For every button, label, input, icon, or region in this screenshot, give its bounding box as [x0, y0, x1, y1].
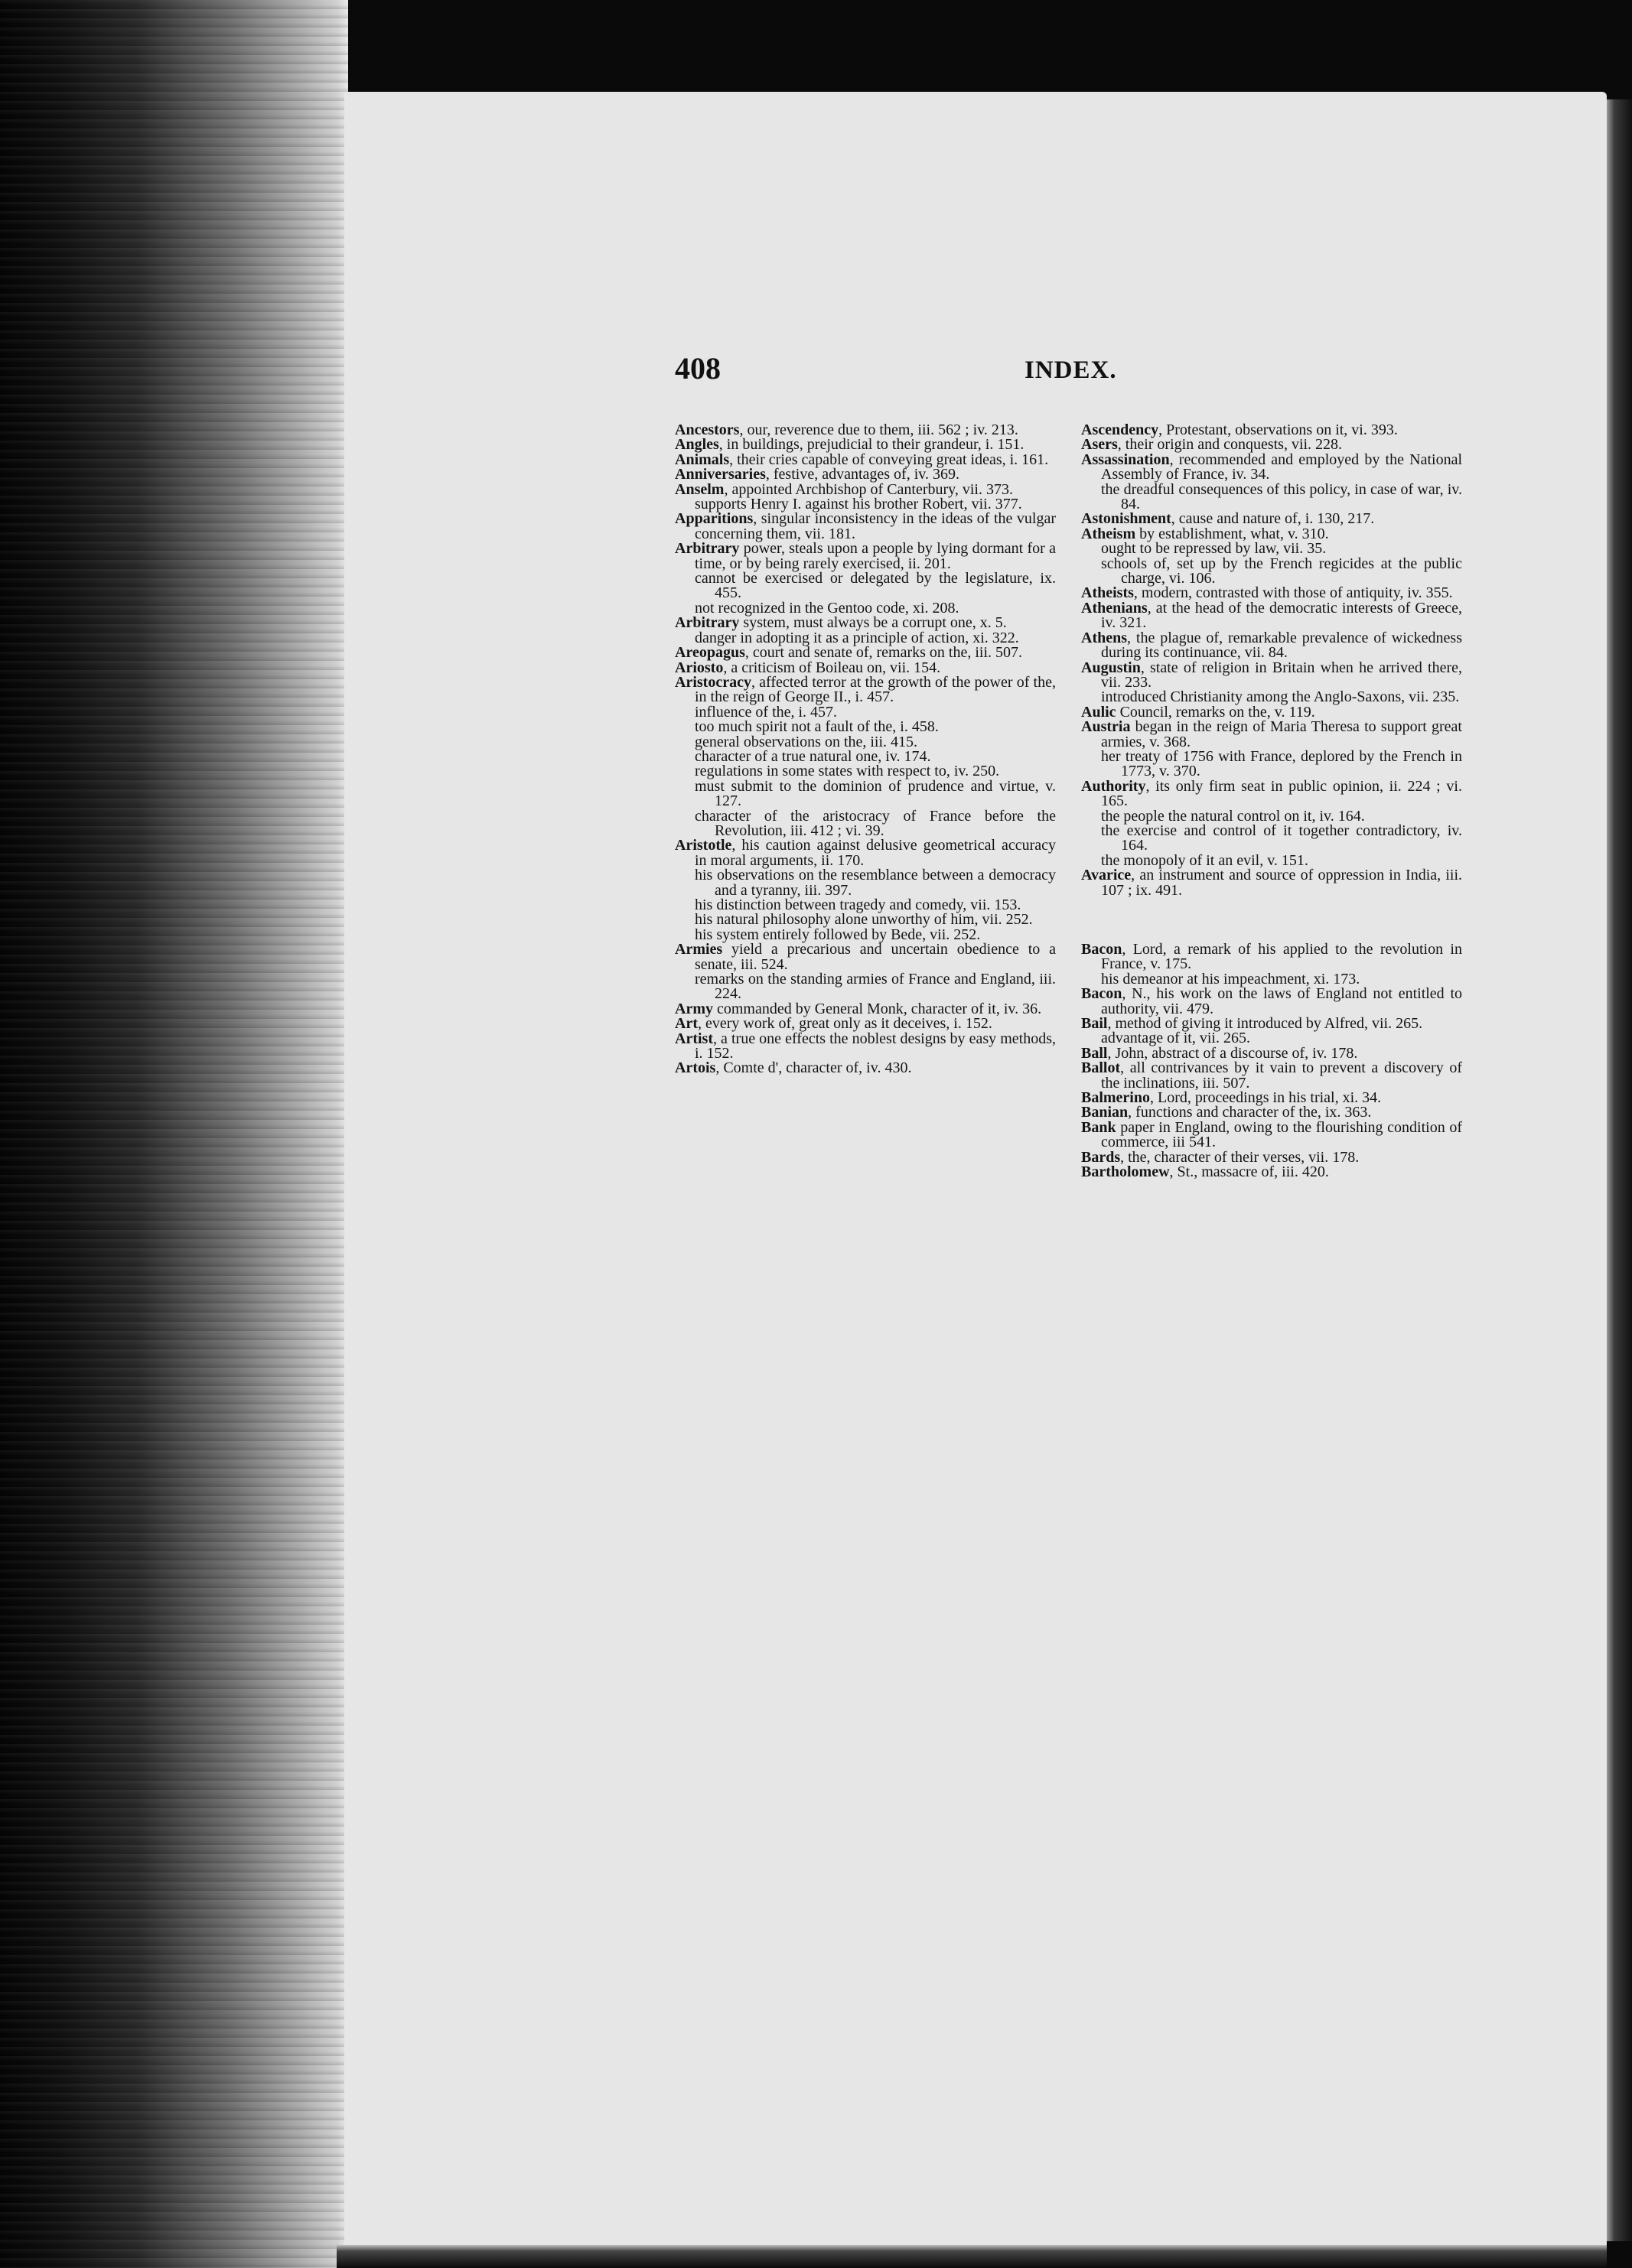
index-entry-text: Council, remarks on the, v. 119.	[1116, 703, 1315, 721]
index-headword: Aulic	[1081, 703, 1116, 721]
index-headword: Animals	[675, 451, 730, 468]
index-entry-text: danger in adopting it as a principle of action, xi. 322.	[695, 629, 1019, 646]
index-entry-text: the monopoly of it an evil, v. 151.	[1101, 851, 1308, 869]
index-entry	[1081, 453, 1462, 483]
index-entry-text: advantage of it, vii. 265.	[1101, 1030, 1250, 1047]
index-entry-text: his demeanor at his impeachment, xi. 173.	[1101, 970, 1360, 988]
index-entry-text: , the plague of, remarkable prevalence of wickedness during its continuance, vii. 84.	[1101, 629, 1462, 662]
index-entry-text: character of the aristocracy of France before the Revolution, iii. 412 ; vi. 39.	[695, 807, 1056, 839]
index-entry	[1081, 661, 1462, 691]
index-entry	[1081, 1165, 1462, 1180]
index-column-right	[1081, 423, 1462, 1180]
index-subentry	[1081, 747, 1462, 780]
index-entry-text: , a true one effects the noblest designs by easy methods, i. 152.	[695, 1030, 1056, 1062]
index-headword: Bartholomew	[1081, 1163, 1170, 1181]
index-entry-text: , their cries capable of conveying great ideas, i. 161.	[729, 451, 1049, 468]
index-entry	[675, 838, 1056, 868]
index-entry-text: , an instrument and source of oppression in India, iii. 107 ; ix. 491.	[1101, 867, 1462, 899]
index-headword: Ball	[1081, 1044, 1108, 1062]
index-entry-text: regulations in some states with respect to, iv. 250.	[695, 763, 1000, 780]
index-entry-text: must submit to the dominion of prudence and virtue, v. 127.	[695, 777, 1056, 810]
index-headword: Authority	[1081, 777, 1146, 795]
index-entry-text: the exercise and control of it together contradictory, iv. 164.	[1101, 822, 1462, 854]
index-subentry	[1081, 824, 1462, 854]
index-headword: Atheists	[1081, 584, 1134, 602]
index-entry-text: influence of the, i. 457.	[695, 703, 838, 721]
index-headword: Astonishment	[1081, 510, 1171, 528]
index-headword: Balmerino	[1081, 1089, 1150, 1107]
index-entry-text: his system entirely followed by Bede, vii. 252.	[695, 926, 981, 943]
index-subentry	[675, 868, 1056, 898]
index-entry-text: , all contrivances by it vain to prevent a discovery of the inclinations, iii. 507.	[1101, 1059, 1462, 1092]
index-entry-text: her treaty of 1756 with France, deplored by the French in 1773, v. 370.	[1101, 747, 1462, 780]
index-headword: Art	[675, 1015, 698, 1033]
index-headword: Artist	[675, 1030, 713, 1047]
index-headword: Assassination	[1081, 451, 1170, 468]
index-entry-text: , modern, contrasted with those of antiquity, iv. 355.	[1133, 584, 1453, 602]
index-headword: Apparitions	[675, 510, 754, 528]
index-subentry	[1081, 557, 1462, 587]
index-entry-text: , court and senate of, remarks on the, iii. 507.	[744, 644, 1022, 662]
index-entry-text: supports Henry I. against his brother Robert, vii. 377.	[695, 496, 1022, 513]
index-entry-text: , our, reverence due to them, iii. 562 ; iv. 213.	[739, 421, 1018, 438]
index-entry-text: began in the reign of Maria Theresa to support great armies, v. 368.	[1101, 718, 1462, 750]
index-headword: Austria	[1081, 718, 1131, 736]
index-entry-text: by establishment, what, v. 310.	[1135, 525, 1329, 542]
page-number: 408	[675, 351, 721, 386]
index-headword: Aristotle	[675, 837, 732, 854]
index-subentry	[675, 779, 1056, 809]
index-entry	[1081, 868, 1462, 898]
index-entry-text: , in buildings, prejudicial to their grandeur, i. 151.	[718, 436, 1024, 454]
index-entry-text: commanded by General Monk, character of it, iv. 36.	[712, 1000, 1042, 1017]
index-entry	[675, 1061, 1056, 1075]
index-subentry	[675, 571, 1056, 601]
index-headword: Ballot	[1081, 1059, 1121, 1077]
index-entry	[1081, 631, 1462, 661]
index-entry-text: character of a true natural one, iv. 174.	[695, 747, 931, 765]
index-entry-text: , Lord, a remark of his applied to the revolution in France, v. 175.	[1101, 941, 1462, 973]
index-entry	[1081, 720, 1462, 750]
index-entry-text: , state of religion in Britain when he arrived there, vii. 233.	[1101, 659, 1462, 691]
index-entry	[1081, 1061, 1462, 1091]
index-entry-text: , Protestant, observations on it, vi. 393.	[1158, 421, 1398, 438]
index-entry-text: , festive, advantages of, iv. 369.	[765, 466, 959, 483]
index-headword: Arbitrary	[675, 540, 740, 558]
page-edge-bottom	[337, 2245, 1607, 2268]
index-entry-text: ought to be repressed by law, vii. 35.	[1101, 540, 1327, 558]
index-entry-text: , his caution against delusive geometrical accuracy in moral arguments, ii. 170.	[695, 837, 1056, 869]
index-entry	[1081, 942, 1462, 972]
index-entry-text: , N., his work on the laws of England not entitled to authority, vii. 479.	[1101, 985, 1462, 1017]
index-entry-text: , recommended and employed by the National Assembly of France, iv. 34.	[1101, 451, 1462, 483]
index-headword: Areopagus	[675, 644, 745, 662]
index-entry-text: his natural philosophy alone unworthy of him, vii. 252.	[695, 911, 1033, 929]
index-entry-text: the dreadful consequences of this policy, in case of war, iv. 84.	[1101, 480, 1462, 513]
index-entry-text: paper in England, owing to the flourishing condition of commerce, iii 541.	[1101, 1118, 1462, 1151]
index-entry-text: yield a precarious and uncertain obedience to a senate, iii. 524.	[695, 941, 1056, 973]
index-entry-text: , functions and character of the, ix. 363.	[1128, 1104, 1372, 1121]
index-entry-text: , John, abstract of a discourse of, iv. 178.	[1107, 1044, 1358, 1062]
index-subentry	[675, 809, 1056, 839]
index-headword: Arbitrary	[675, 614, 740, 632]
index-headword: Bacon	[1081, 941, 1122, 958]
index-entry-text: system, must always be a corrupt one, x. 5.	[739, 614, 1007, 632]
index-subentry	[675, 972, 1056, 1002]
index-headword: Ascendency	[1081, 421, 1159, 438]
index-headword: Bank	[1081, 1118, 1116, 1136]
index-entry-text: his distinction between tragedy and comedy, vii. 153.	[695, 896, 1021, 913]
running-head: INDEX.	[1024, 356, 1117, 384]
index-entry-text: introduced Christianity among the Anglo-Saxons, vii. 235.	[1101, 688, 1460, 706]
index-entry-text: , Lord, proceedings in his trial, xi. 34.	[1150, 1089, 1382, 1107]
index-entry-text: cannot be exercised or delegated by the legislature, ix. 455.	[695, 570, 1056, 602]
index-entry-text: , their origin and conquests, vii. 228.	[1117, 436, 1343, 454]
index-entry-text: , affected terror at the growth of the power of the, in the reign of George II., i. 457.	[695, 673, 1056, 706]
index-entry-text: not recognized in the Gentoo code, xi. 208.	[695, 599, 959, 617]
index-headword: Bards	[1081, 1148, 1121, 1166]
index-entry-text: , appointed Archbishop of Canterbury, vii. 373.	[724, 480, 1013, 498]
page-edge-right	[1607, 99, 1632, 2241]
index-entry-text: , cause and nature of, i. 130, 217.	[1171, 510, 1375, 528]
index-headword: Army	[675, 1000, 713, 1017]
index-entry	[1081, 1118, 1462, 1151]
index-headword: Ancestors	[675, 421, 740, 438]
index-entry	[1081, 987, 1462, 1017]
book-spine-shadow	[0, 0, 348, 2268]
index-column-left	[675, 423, 1056, 1076]
index-headword: Bail	[1081, 1015, 1108, 1033]
index-entry	[675, 942, 1056, 972]
index-entry	[675, 1032, 1056, 1062]
index-entry-text: his observations on the resemblance between a democracy and a tyranny, iii. 397.	[695, 867, 1056, 899]
index-headword: Augustin	[1081, 659, 1141, 676]
index-subentry	[1081, 480, 1462, 513]
index-entry-text: , every work of, great only as it deceives, i. 152.	[697, 1015, 992, 1033]
index-headword: Angles	[675, 436, 719, 454]
index-entry-text: general observations on the, iii. 415.	[695, 733, 918, 750]
index-entry-text: remarks on the standing armies of France and England, iii. 224.	[695, 971, 1056, 1003]
index-headword: Bacon	[1081, 985, 1122, 1003]
index-headword: Anselm	[675, 480, 725, 498]
index-entry	[675, 542, 1056, 571]
index-entry	[675, 675, 1056, 705]
index-headword: Athenians	[1081, 599, 1148, 617]
index-headword: Ariosto	[675, 659, 724, 676]
index-headword: Anniversaries	[675, 466, 766, 483]
index-headword: Athens	[1081, 629, 1128, 646]
index-headword: Atheism	[1081, 525, 1136, 542]
index-entry-text: , singular inconsistency in the ideas of the vulgar concerning them, vii. 181.	[695, 510, 1056, 542]
index-headword: Aristocracy	[675, 673, 751, 691]
index-entry-text: the people the natural control on it, iv. 164.	[1101, 807, 1365, 825]
index-headword: Armies	[675, 941, 723, 958]
index-headword: Asers	[1081, 436, 1118, 454]
page-header	[675, 350, 1616, 396]
index-entry	[1081, 601, 1462, 631]
index-entry-text: , the, character of their verses, vii. 178.	[1120, 1148, 1360, 1166]
index-headword: Banian	[1081, 1104, 1129, 1121]
index-headword: Artois	[675, 1059, 716, 1077]
index-headword: Avarice	[1081, 867, 1132, 884]
index-entry-text: , a criticism of Boileau on, vii. 154.	[723, 659, 941, 676]
index-entry-text: , method of giving it introduced by Alfred, vii. 265.	[1107, 1015, 1423, 1033]
index-entry-text: , its only firm seat in public opinion, ii. 224 ; vi. 165.	[1101, 777, 1462, 810]
index-entry-text: power, steals upon a people by lying dormant for a time, or by being rarely exercised, ii. 201.	[695, 540, 1056, 572]
index-entry-text: , at the head of the democratic interests of Greece, iv. 321.	[1101, 599, 1462, 632]
index-entry-text: too much spirit not a fault of the, i. 458.	[695, 718, 939, 736]
index-entry	[1081, 779, 1462, 809]
index-entry-text: schools of, set up by the French regicides at the public charge, vi. 106.	[1101, 555, 1462, 587]
index-entry	[675, 512, 1056, 542]
index-entry-text: , St., massacre of, iii. 420.	[1169, 1163, 1329, 1181]
index-entry-text: , Comte d', character of, iv. 430.	[715, 1059, 912, 1077]
